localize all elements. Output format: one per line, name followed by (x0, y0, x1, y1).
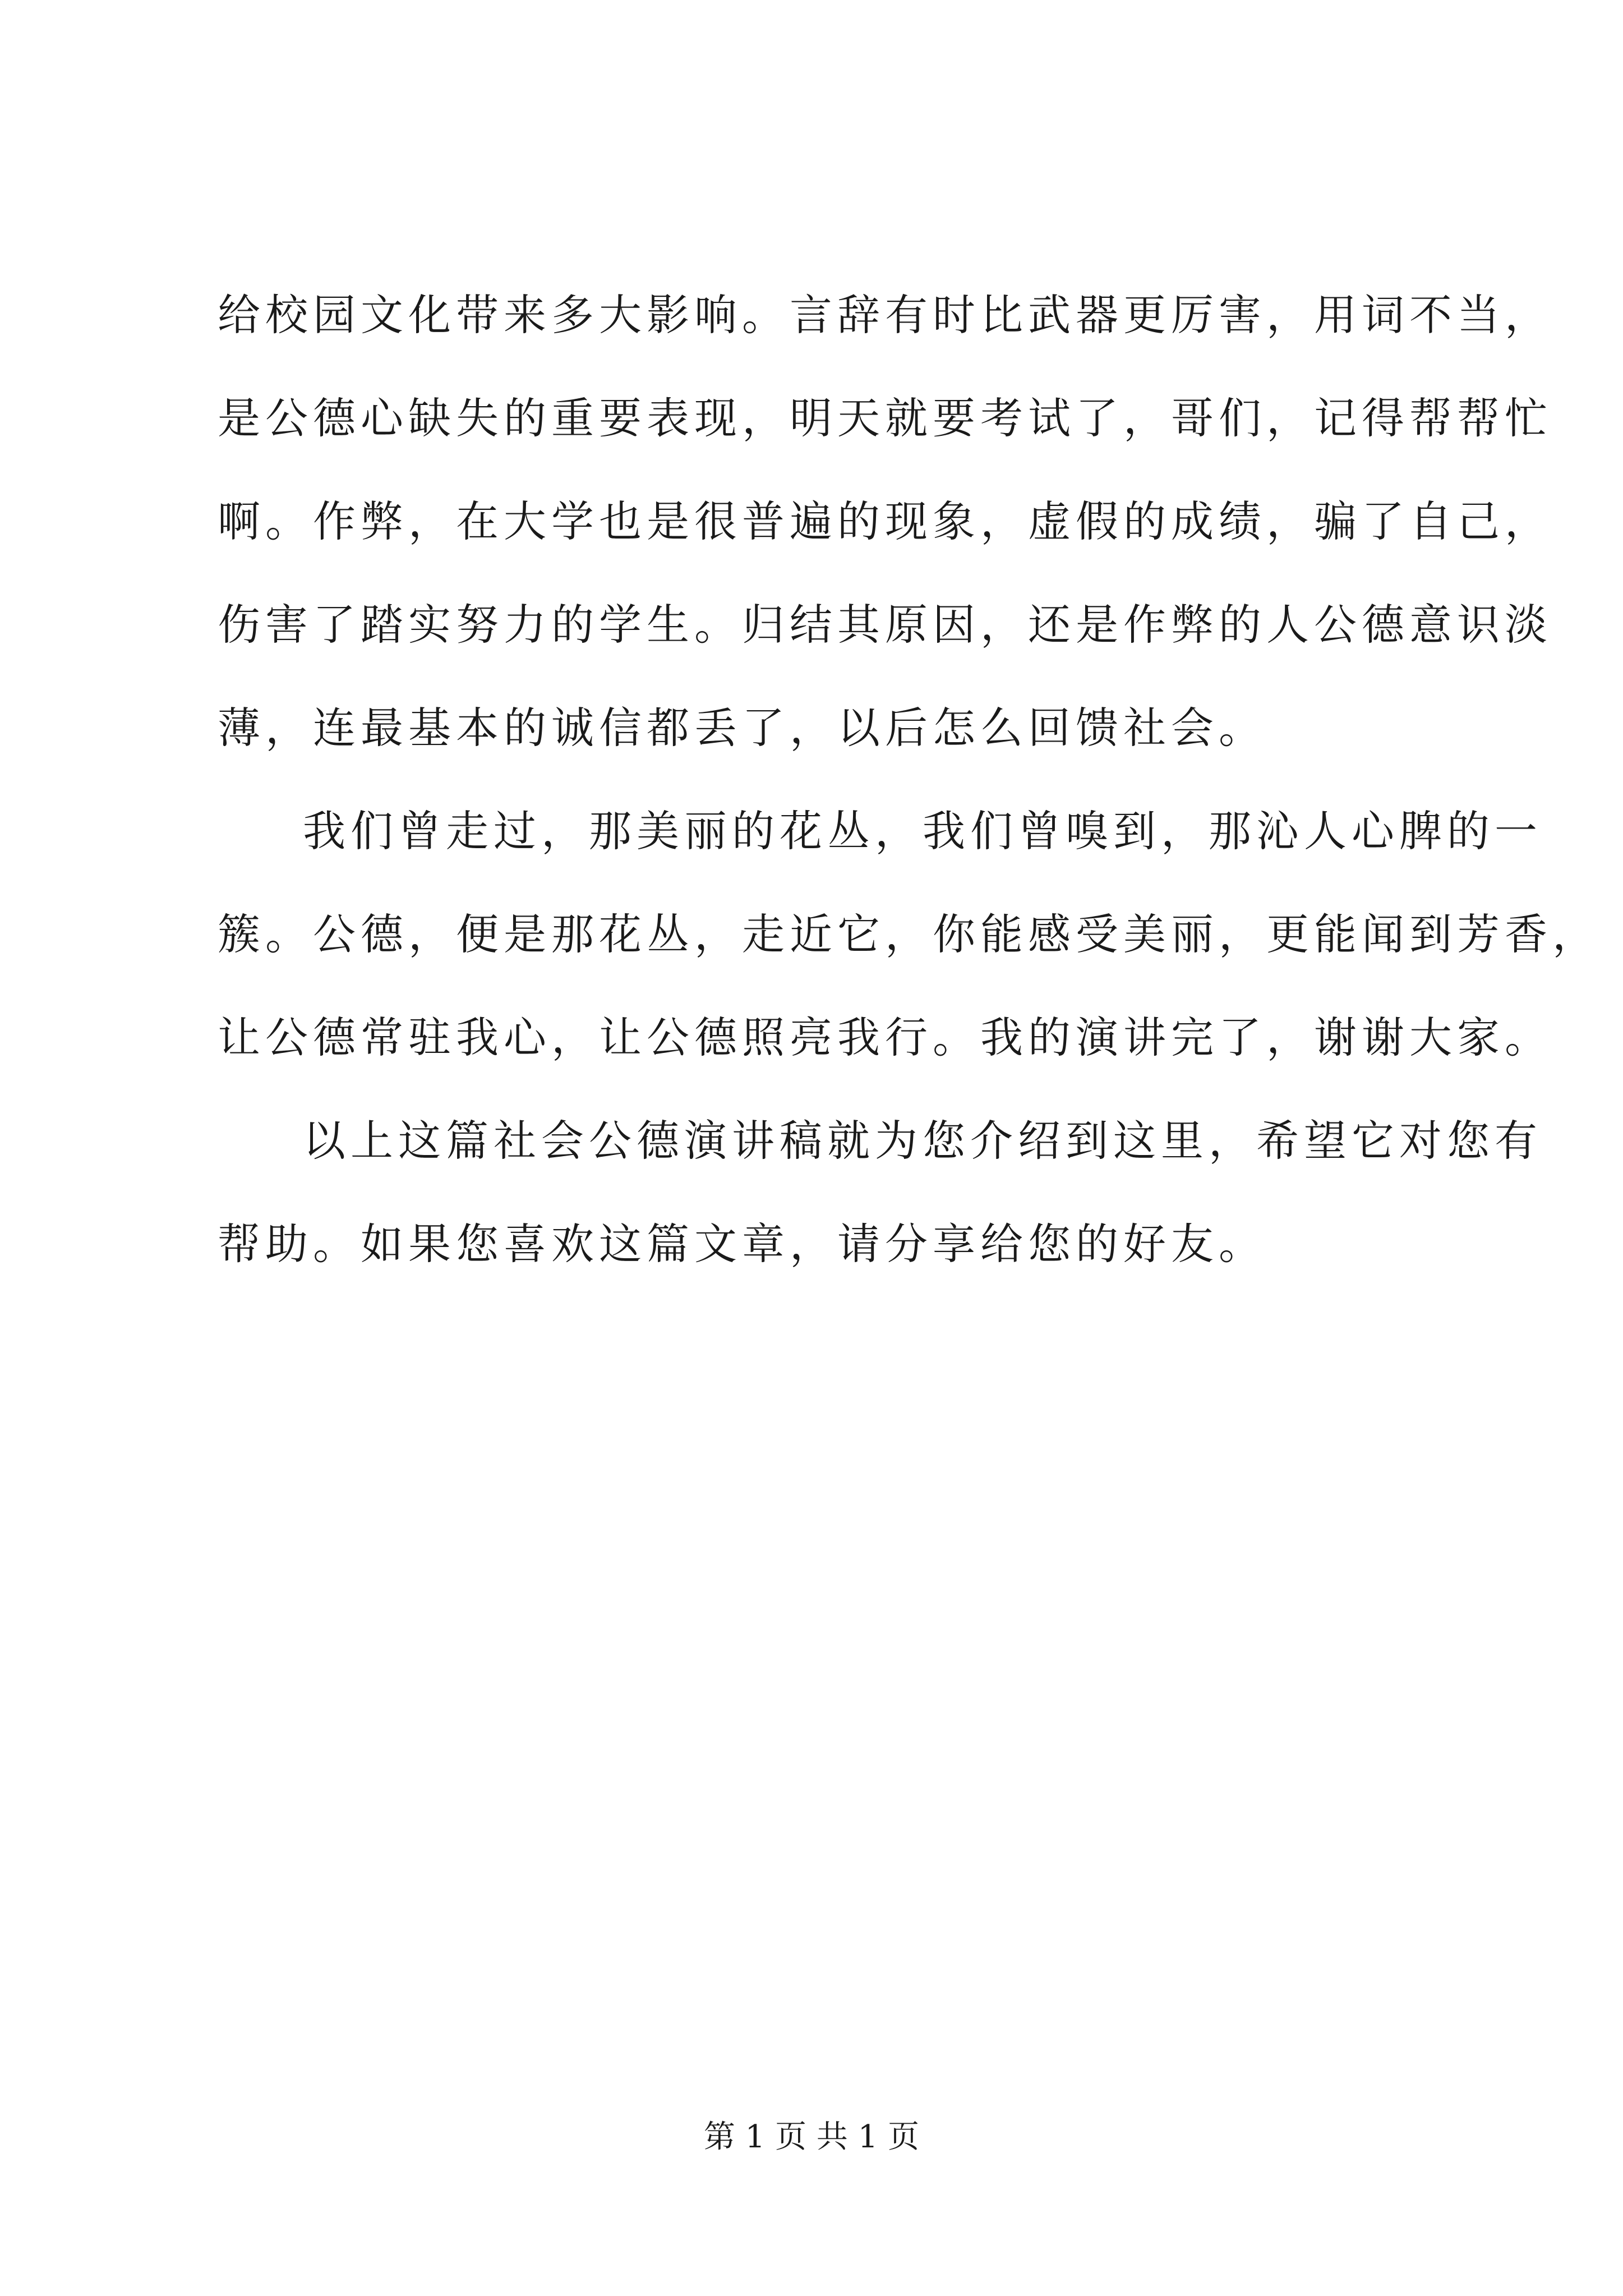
page-number: 第 1 页 共 1 页 (703, 2119, 920, 2155)
document-body (218, 264, 1600, 1296)
page-footer (0, 2115, 1623, 2160)
paragraph-2-line-3: 让公德常驻我心，让公德照亮我行。我的演讲完了，谢谢大家。 (218, 1013, 1552, 1062)
paragraph-1-line-1: 给校园文化带来多大影响。言辞有时比武器更厉害，用词不当， (218, 290, 1552, 340)
paragraph-2-line-2: 簇。公德，便是那花丛，走近它，你能感受美丽，更能闻到芳香， (218, 909, 1600, 959)
paragraph-1-line-4: 伤害了踏实努力的学生。归结其原因，还是作弊的人公德意识淡 (218, 600, 1552, 650)
paragraph-1-line-5: 薄，连最基本的诚信都丢了，以后怎么回馈社会。 (218, 703, 1266, 753)
paragraph-3-line-1: 以上这篇社会公德演讲稿就为您介绍到这里，希望它对您有 (303, 1116, 1542, 1166)
paragraph-3-line-2: 帮助。如果您喜欢这篇文章，请分享给您的好友。 (218, 1219, 1266, 1269)
paragraph-2-line-1: 我们曾走过，那美丽的花丛，我们曾嗅到，那沁人心脾的一 (303, 806, 1542, 856)
paragraph-1-line-2: 是公德心缺失的重要表现，明天就要考试了，哥们，记得帮帮忙 (218, 393, 1552, 443)
paragraph-1-line-3: 啊。作弊，在大学也是很普遍的现象，虚假的成绩，骗了自己， (218, 496, 1552, 546)
